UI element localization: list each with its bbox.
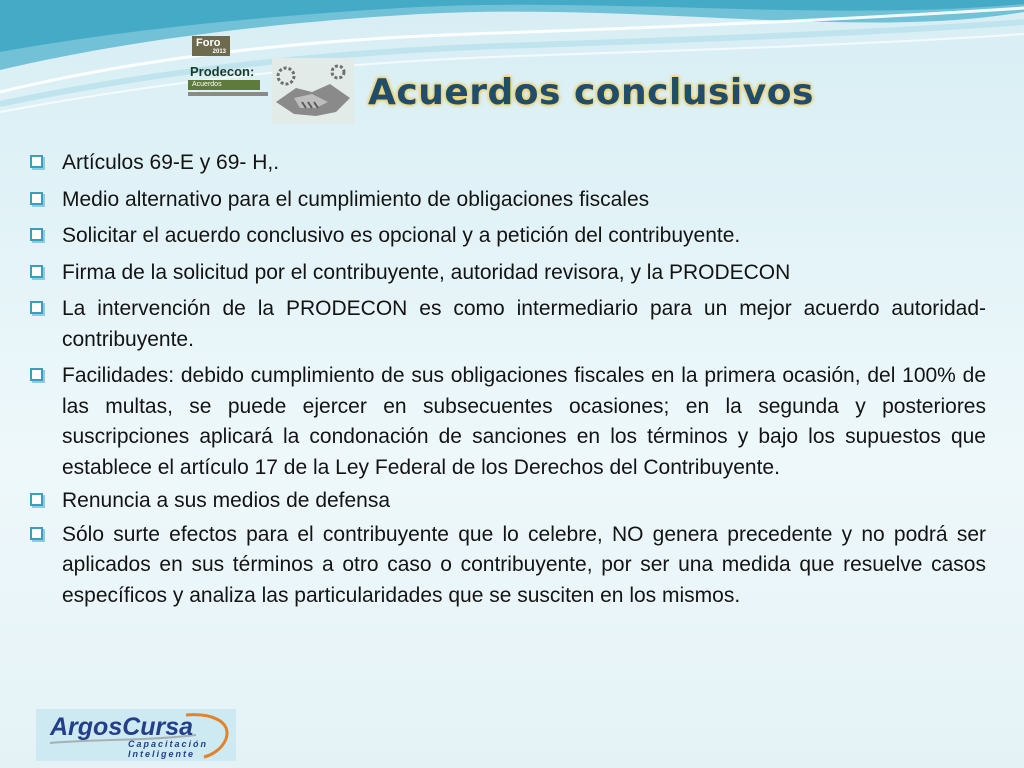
list-item-text: Solicitar el acuerdo conclusivo es opcional y a petición del contribuyente. — [62, 224, 741, 247]
checkbox-bullet-icon — [30, 265, 43, 278]
list-item — [30, 486, 986, 517]
list-item-text: La intervención de la PRODECON es como intermediario para un mejor acuerdo autoridad- contribuyente. — [62, 297, 986, 351]
argoscursa-tagline-line-1: Capacitación — [128, 739, 209, 749]
list-item — [30, 148, 986, 179]
handshake-gears-icon — [272, 58, 354, 124]
argoscursa-logo — [36, 709, 236, 761]
list-item-text: Artículos 69-E y 69- H,. — [62, 151, 280, 174]
bullet-list — [30, 148, 986, 614]
list-item-text: Sólo surte efectos para el contribuyente que lo celebre, NO genera precedente y no podrá ser aplicados en sus términos a otro caso o contribuyente, por ser una medida que resuelve casos específicos y analiza las particularidades que se susciten en los mismos. — [62, 522, 986, 607]
list-item — [30, 221, 986, 252]
checkbox-bullet-icon — [30, 493, 43, 506]
argoscursa-logo-tagline — [128, 739, 208, 759]
list-item — [30, 294, 986, 355]
list-item — [30, 361, 986, 483]
checkbox-bullet-icon — [30, 527, 43, 540]
list-item — [30, 185, 986, 216]
list-item-text: Medio alternativo para el cumplimiento de obligaciones fiscales — [62, 187, 650, 211]
checkbox-bullet-icon — [30, 368, 43, 381]
prodecon-logo-subtitle: Acuerdos — [188, 80, 260, 90]
foro-badge — [192, 36, 230, 56]
checkbox-bullet-icon — [30, 192, 43, 205]
argoscursa-logo-name: ArgosCursa — [50, 713, 194, 741]
foro-badge-year: 2013 — [212, 49, 226, 55]
prodecon-logo-fineprint — [188, 92, 268, 96]
list-item-text: Renuncia a sus medios de defensa — [62, 489, 391, 512]
list-item — [30, 520, 986, 612]
checkbox-bullet-icon — [30, 155, 43, 168]
checkbox-bullet-icon — [30, 228, 43, 241]
checkbox-bullet-icon — [30, 301, 43, 314]
slide-title: Acuerdos conclusivos — [368, 72, 814, 113]
list-item-text: Facilidades: debido cumplimiento de sus obligaciones fiscales en la primera ocasión, del 100% de las multas, se puede ejercer en subsecuentes ocasiones; en la segunda y posteriores suscripciones aplicará la condonación de sanciones en los términos y bajo los supuestos que establece el artículo 17 de la Ley Federal de los Derechos del Contribuyente. — [62, 364, 986, 479]
prodecon-logo-name: Prodecon: — [190, 64, 255, 79]
list-item-text: Firma de la solicitud por el contribuyente, autoridad revisora, y la PRODECON — [62, 260, 791, 284]
prodecon-logo — [186, 36, 354, 126]
foro-badge-label: Foro — [196, 37, 221, 49]
list-item — [30, 258, 986, 289]
argoscursa-tagline-line-2: Inteligente — [128, 749, 196, 759]
